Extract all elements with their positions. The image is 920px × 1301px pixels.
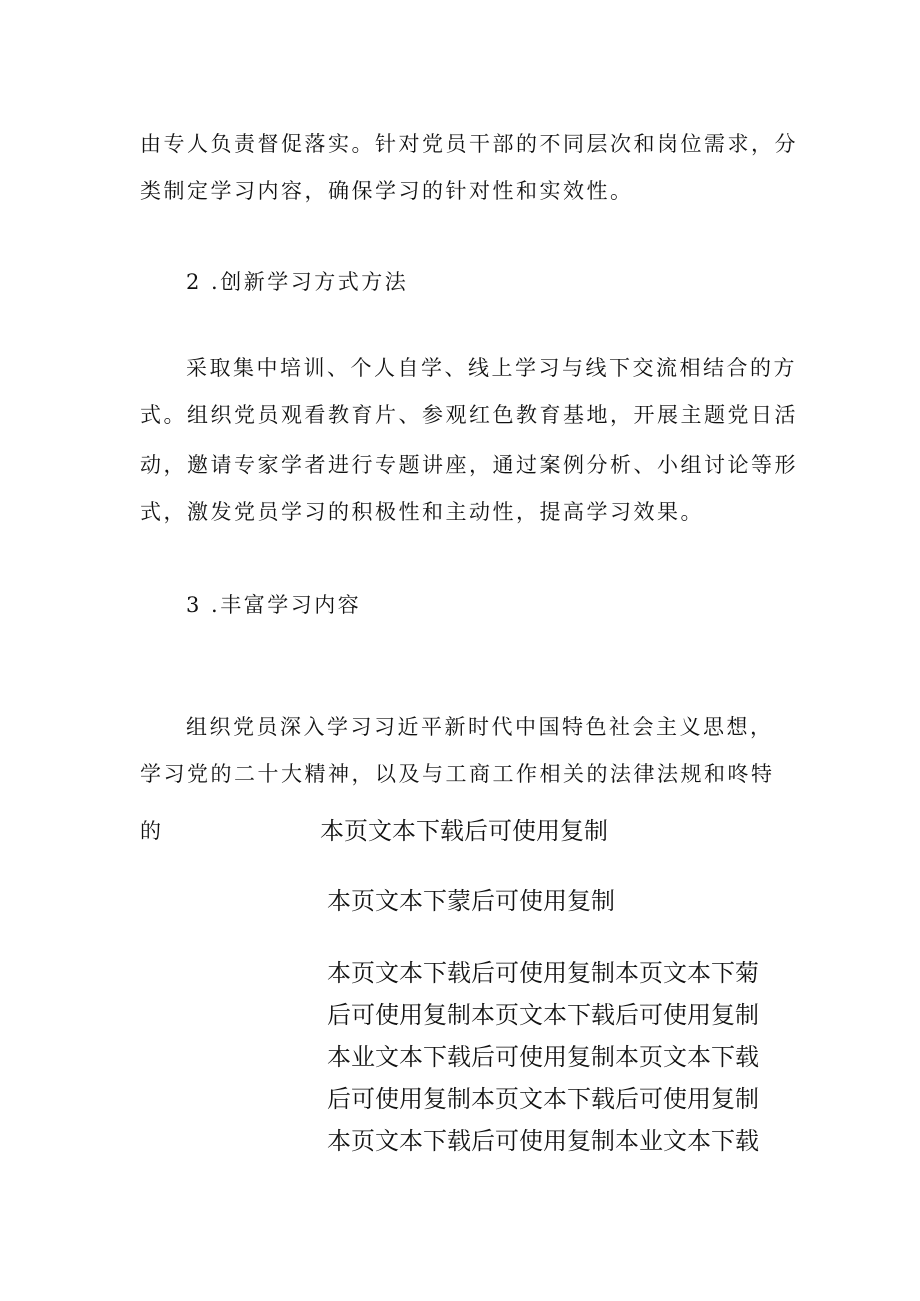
paragraph-line: 由专人负责督促落实。针对党员干部的不同层次和岗位需求，分 xyxy=(140,132,798,156)
paragraph-line: 动，邀请专家学者进行专题讲座，通过案例分析、小组讨论等形 xyxy=(140,453,798,477)
watermark-line: 后可使用复制本页文本下载后可使用复制 xyxy=(327,1085,759,1113)
watermark-line: 本业文本下载后可使用复制本页文本下载 xyxy=(327,1043,759,1071)
paragraph-line: 组织党员深入学习习近平新时代中国特色社会主义思想， xyxy=(186,715,774,739)
watermark-line: 本页文本下载后可使用复制本页文本下菊 xyxy=(327,959,759,987)
watermark-line: 本页文本下蒙后可使用复制 xyxy=(327,887,615,915)
section-heading-2: 2 .创新学习方式方法 xyxy=(186,270,409,294)
watermark-line: 本页文本下载后可使用复制 xyxy=(320,817,608,845)
watermark-line: 本页文本下载后可使用复制本业文本下载 xyxy=(327,1127,759,1155)
paragraph-line: 学习党的二十大精神，以及与工商工作相关的法律法规和咚特 xyxy=(140,762,775,786)
section-heading-3: 3 .丰富学习内容 xyxy=(186,593,362,617)
watermark-line: 后可使用复制本页文本下载后可使用复制 xyxy=(327,1001,759,1029)
paragraph-line: 式，激发党员学习的积极性和主动性，提高学习效果。 xyxy=(140,500,704,524)
paragraph-line: 式。组织党员观看教育片、参观红色教育基地，开展主题党日活 xyxy=(140,403,798,427)
paragraph-line: 采取集中培训、个人自学、线上学习与线下交流相结合的方 xyxy=(186,356,797,380)
paragraph-line: 的 xyxy=(140,819,164,843)
paragraph-line: 类制定学习内容，确保学习的针对性和实效性。 xyxy=(140,179,634,203)
